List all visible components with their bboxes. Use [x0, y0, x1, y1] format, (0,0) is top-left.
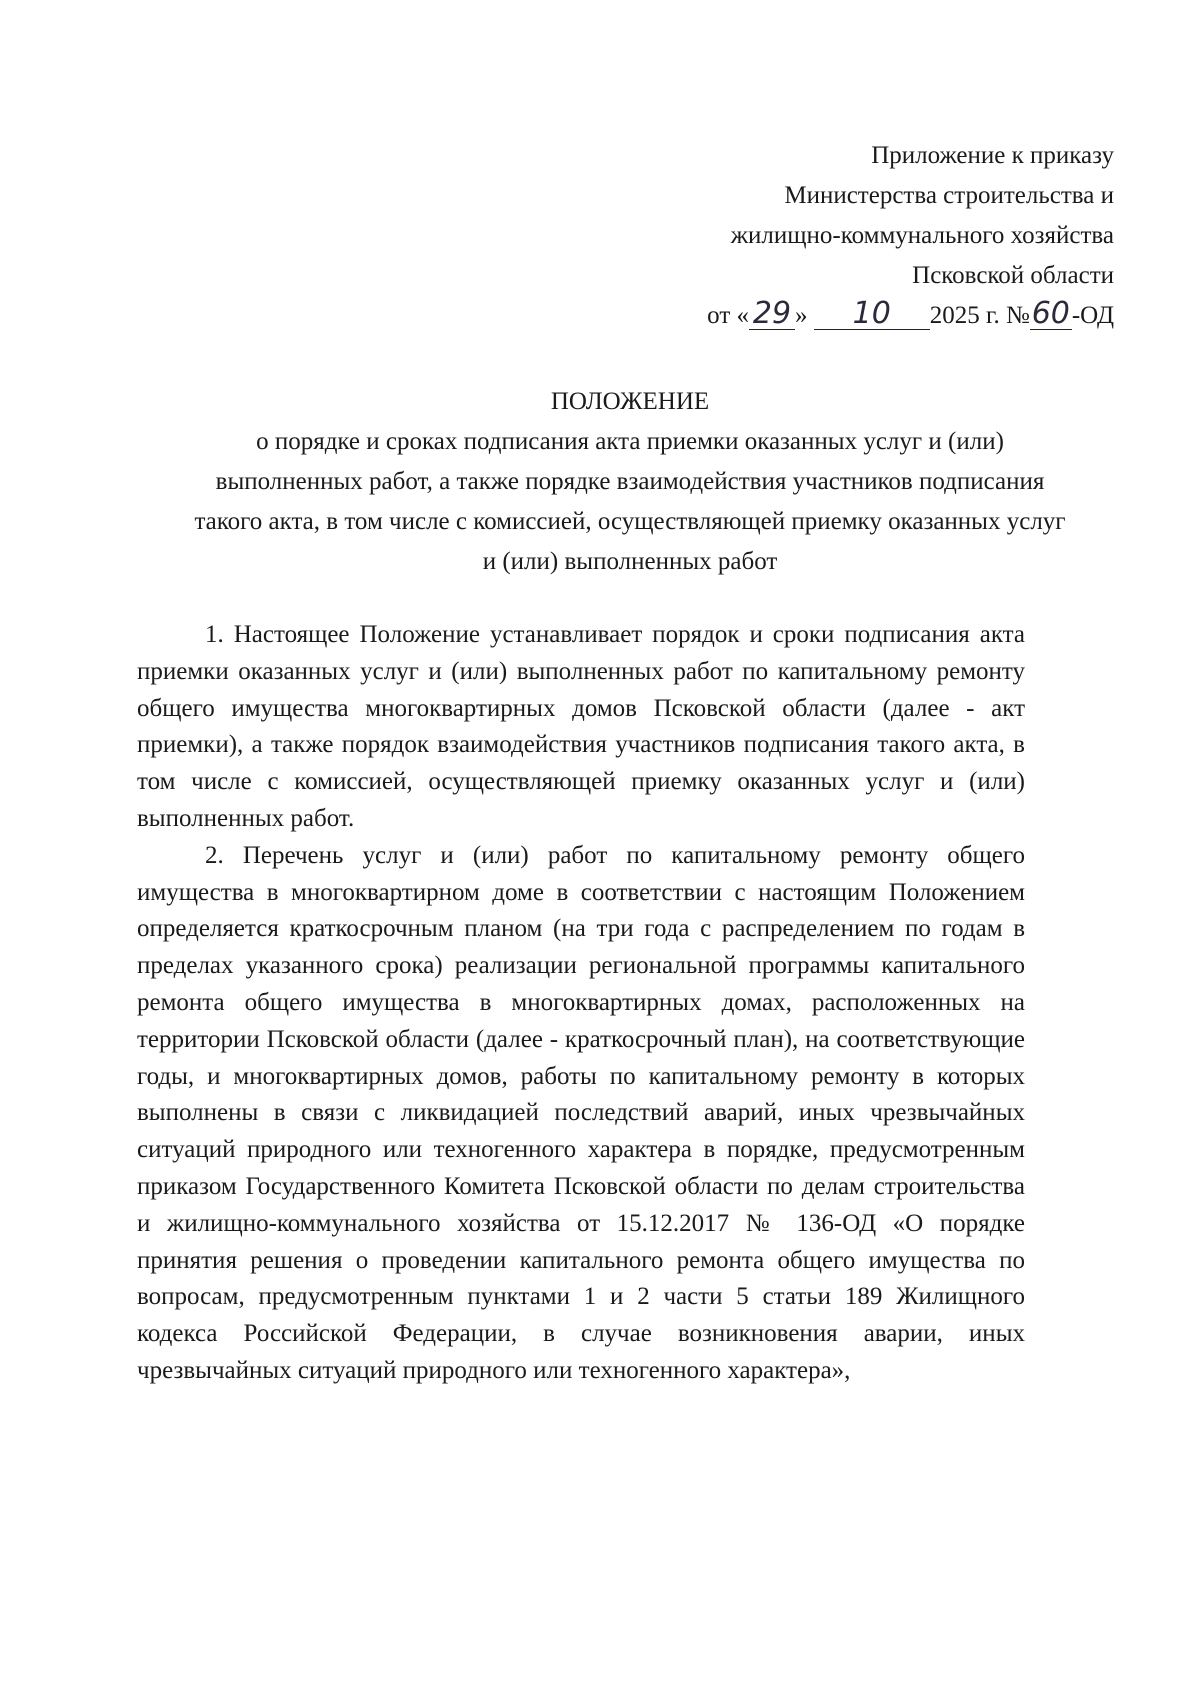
document-body: [137, 617, 1025, 1390]
paragraph-1: 1. Настоящее Положение устанавливает порядок и сроки подписания акта приемки оказанных услуг и (или) выполненных работ по капитальному ремонту общего имущества многоквартирных домов Псковской области (далее - акт приемки), а также порядок взаимодействия участников подписания такого акта, в том числе с комиссией, осуществляющей приемку оказанных услуг и (или) выполненных работ.: [137, 621, 1025, 832]
handwritten-month: 10: [814, 299, 930, 330]
handwritten-day: 29: [749, 299, 795, 330]
appendix-line-4: Псковской области: [912, 262, 1114, 289]
document-heading: [130, 382, 1130, 582]
appendix-line-2: Министерства строительства и: [784, 182, 1114, 209]
date-year: 2025 г. №: [929, 302, 1030, 329]
handwritten-order-number: 60: [1031, 296, 1070, 331]
document-subtitle: о порядке и сроках подписания акта приемки оказанных услуг и (или) выполненных работ, а также порядке взаимодействия участников подписания такого акта, в том числе с комиссией, осуществляющей приемку оказанных услуг и (или) выполненных работ: [194, 428, 1066, 575]
appendix-header: [707, 136, 1114, 336]
appendix-line-1: Приложение к приказу: [871, 142, 1114, 169]
document-title: ПОЛОЖЕНИЕ: [550, 388, 710, 415]
date-mid: »: [795, 302, 808, 329]
order-date-line: [707, 296, 1114, 336]
date-prefix: от «: [707, 302, 750, 329]
paragraph-2: 2. Перечень услуг и (или) работ по капитальному ремонту общего имущества в многоквартирном доме в соответствии с настоящим Положением определяется краткосрочным планом (на три года с распределением по годам в пределах указанного срока) реализации региональной программы капитального ремонта общего имущества в многоквартирных домах, расположенных на территории Псковской области (далее - краткосрочный план), на соответствующие годы, и многоквартирных домов, работы по капитальному ремонту в которых выполнены в связи с ликвидацией последствий аварий, иных чрезвычайных ситуаций природного или техногенного характера в порядке, предусмотренным приказом Государственного Комитета Псковской области по делам строительства и жилищно-коммунального хозяйства от 15.12.2017 № 136-ОД «О порядке принятия решения о проведении капитального ремонта общего имущества по вопросам, предусмотренным пунктами 1 и 2 части 5 статьи 189 Жилищного кодекса Российской Федерации, в случае возникновения аварии, иных чрезвычайных ситуаций природного или техногенного характера»,: [137, 841, 1025, 1384]
order-suffix: -ОД: [1071, 302, 1114, 329]
appendix-line-3: жилищно-коммунального хозяйства: [730, 222, 1114, 249]
